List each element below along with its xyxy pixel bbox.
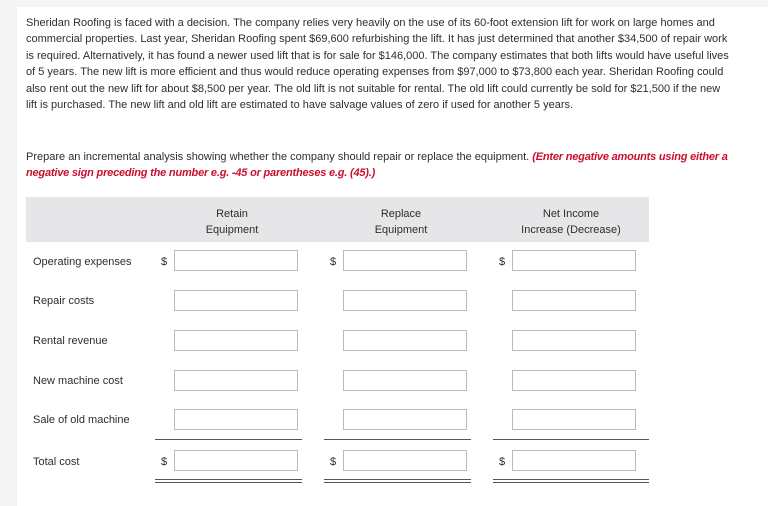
col-header-retain-line2: Equipment — [205, 224, 259, 236]
total-rule-retain — [155, 439, 302, 440]
repair-costs-replace-input[interactable] — [343, 290, 467, 311]
currency-symbol: $ — [499, 456, 506, 468]
currency-symbol: $ — [161, 256, 168, 268]
total-double-rule-replace-1 — [324, 479, 471, 480]
new-machine-cost-replace-input[interactable] — [343, 370, 467, 391]
operating-expenses-net-input[interactable] — [512, 250, 636, 271]
total-double-rule-net-2 — [493, 482, 649, 483]
col-header-replace — [336, 206, 466, 238]
operating-expenses-replace-input[interactable] — [343, 250, 467, 271]
row-label-sale-of-old-machine: Sale of old machine — [33, 414, 130, 426]
col-header-replace-line1: Replace — [380, 208, 422, 220]
instruction-main: Prepare an incremental analysis showing whether the company should repair or replace the equipment. — [26, 151, 530, 163]
total-cost-net-input[interactable] — [512, 450, 636, 471]
total-cost-retain-input[interactable] — [174, 450, 298, 471]
question-card — [17, 7, 768, 506]
row-label-new-machine-cost: New machine cost — [33, 375, 123, 387]
col-header-retain — [167, 206, 297, 238]
row-label-operating-expenses: Operating expenses — [33, 256, 132, 268]
repair-costs-retain-input[interactable] — [174, 290, 298, 311]
new-machine-cost-net-input[interactable] — [512, 370, 636, 391]
total-double-rule-replace-2 — [324, 482, 471, 483]
total-double-rule-net-1 — [493, 479, 649, 480]
currency-symbol: $ — [330, 456, 337, 468]
repair-costs-net-input[interactable] — [512, 290, 636, 311]
rental-revenue-replace-input[interactable] — [343, 330, 467, 351]
col-header-net-income-line1: Net Income — [542, 208, 600, 220]
sale-of-old-machine-net-input[interactable] — [512, 409, 636, 430]
col-header-replace-line2: Equipment — [374, 224, 428, 236]
total-double-rule-retain-2 — [155, 482, 302, 483]
new-machine-cost-retain-input[interactable] — [174, 370, 298, 391]
problem-text: Sheridan Roofing is faced with a decision. The company relies very heavily on the use of its 60-foot extension lift for work on large homes and commercial properties. Last year, Sheridan Roofing spent $69,600 refurbishing the lift. It has just determined that another $34,500 of repair work is required. Alternatively, it has found a newer used lift that is for sale for $146,000. The company estimates that both lifts would have useful lives of 5 years. The new lift is more efficient and thus would reduce operating expenses from $97,000 to $73,800 each year. Sheridan Roofing could also rent out the new lift for about $8,500 per year. The old lift is not suitable for rental. The old lift could currently be sold for $21,500 if the new lift is purchased. The new lift and old lift are estimated to have salvage values of zero if used for another 5 years. — [26, 17, 729, 112]
total-double-rule-retain-1 — [155, 479, 302, 480]
row-label-total-cost: Total cost — [33, 456, 80, 468]
currency-symbol: $ — [499, 256, 506, 268]
row-label-repair-costs: Repair costs — [33, 295, 95, 307]
total-rule-replace — [324, 439, 471, 440]
col-header-retain-line1: Retain — [216, 208, 248, 220]
total-cost-replace-input[interactable] — [343, 450, 467, 471]
col-header-net-income-line2: Increase (Decrease) — [521, 224, 621, 236]
row-label-rental-revenue: Rental revenue — [33, 335, 108, 347]
instruction-text — [26, 149, 736, 182]
instruction-note: (Enter negative amounts using either a negative sign preceding the number e.g. -45 or parentheses e.g. (45).) — [26, 151, 728, 180]
total-rule-net — [493, 439, 649, 440]
rental-revenue-retain-input[interactable] — [174, 330, 298, 351]
sale-of-old-machine-replace-input[interactable] — [343, 409, 467, 430]
sale-of-old-machine-retain-input[interactable] — [174, 409, 298, 430]
col-header-net-income — [501, 206, 641, 238]
operating-expenses-retain-input[interactable] — [174, 250, 298, 271]
rental-revenue-net-input[interactable] — [512, 330, 636, 351]
currency-symbol: $ — [330, 256, 337, 268]
currency-symbol: $ — [161, 456, 168, 468]
